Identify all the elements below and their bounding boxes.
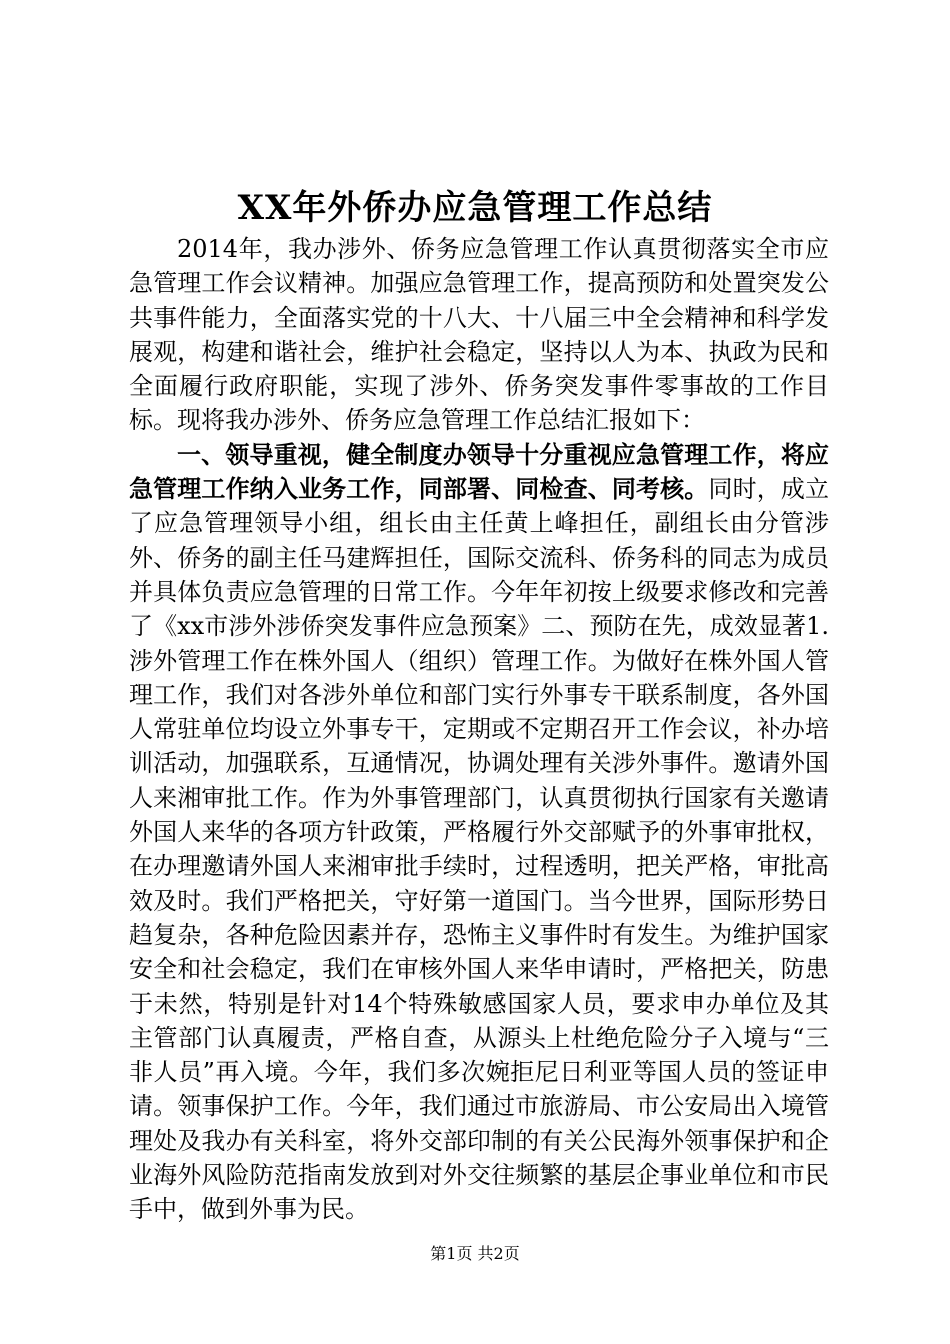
document-body: [129, 232, 829, 1227]
document-title: XX年外侨办应急管理工作总结: [237, 188, 713, 228]
paragraph-intro: 2014年，我办涉外、侨务应急管理工作认真贯彻落实全市应急管理工作会议精神。加强应急管理工作，提高预防和处置突发公共事件能力，全面落实党的十八大、十八届三中全会精神和科学发展观，构建和谐社会，维护社会稳定，坚持以人为本、执政为民和全面履行政府职能，实现了涉外、侨务突发事件零事故的工作目标。现将我办涉外、侨务应急管理工作总结汇报如下：: [129, 235, 829, 435]
section-body: 同时，成立了应急管理领导小组，组长由主任黄上峰担任，副组长由分管涉外、侨务的副主任马建辉担任，国际交流科、侨务科的同志为成员并具体负责应急管理的日常工作。今年年初按上级要求修改和完善了《xx市涉外涉侨突发事件应急预案》二、预防在先，成效显著1.涉外管理工作在株外国人（组织）管理工作。为做好在株外国人管理工作，我们对各涉外单位和部门实行外事专干联系制度，各外国人常驻单位均设立外事专干，定期或不定期召开工作会议，补办培训活动，加强联系，互通情况，协调处理有关涉外事件。邀请外国人来湘审批工作。作为外事管理部门，认真贯彻执行国家有关邀请外国人来华的各项方针政策，严格履行外交部赋予的外事审批权，在办理邀请外国人来湘审批手续时，过程透明，把关严格，审批高效及时。我们严格把关，守好第一道国门。当今世界，国际形势日趋复杂，各种危险因素并存，恐怖主义事件时有发生。为维护国家安全和社会稳定，我们在审核外国人来华申请时，严格把关，防患于未然，特别是针对14个特殊敏感国家人员，要求申办单位及其主管部门认真履责，严格自查，从源头上杜绝危险分子入境与“三非人员”再入境。今年，我们多次婉拒尼日利亚等国人员的签证申请。领事保护工作。今年，我们通过市旅游局、市公安局出入境管理处及我办有关科室，将外交部印制的有关公民海外领事保护和企业海外风险防范指南发放到对外交往频繁的基层企事业单位和市民手中，做到外事为民。: [129, 475, 830, 1224]
paragraph-section-1: [129, 438, 829, 1227]
section-heading: 一、领导重视，健全制度办领导十分重视应急管理工作，将应急管理工作纳入业务工作，同部署、同检查、同考核。: [129, 439, 829, 504]
page-footer: 第1页 共2页: [430, 1244, 520, 1263]
